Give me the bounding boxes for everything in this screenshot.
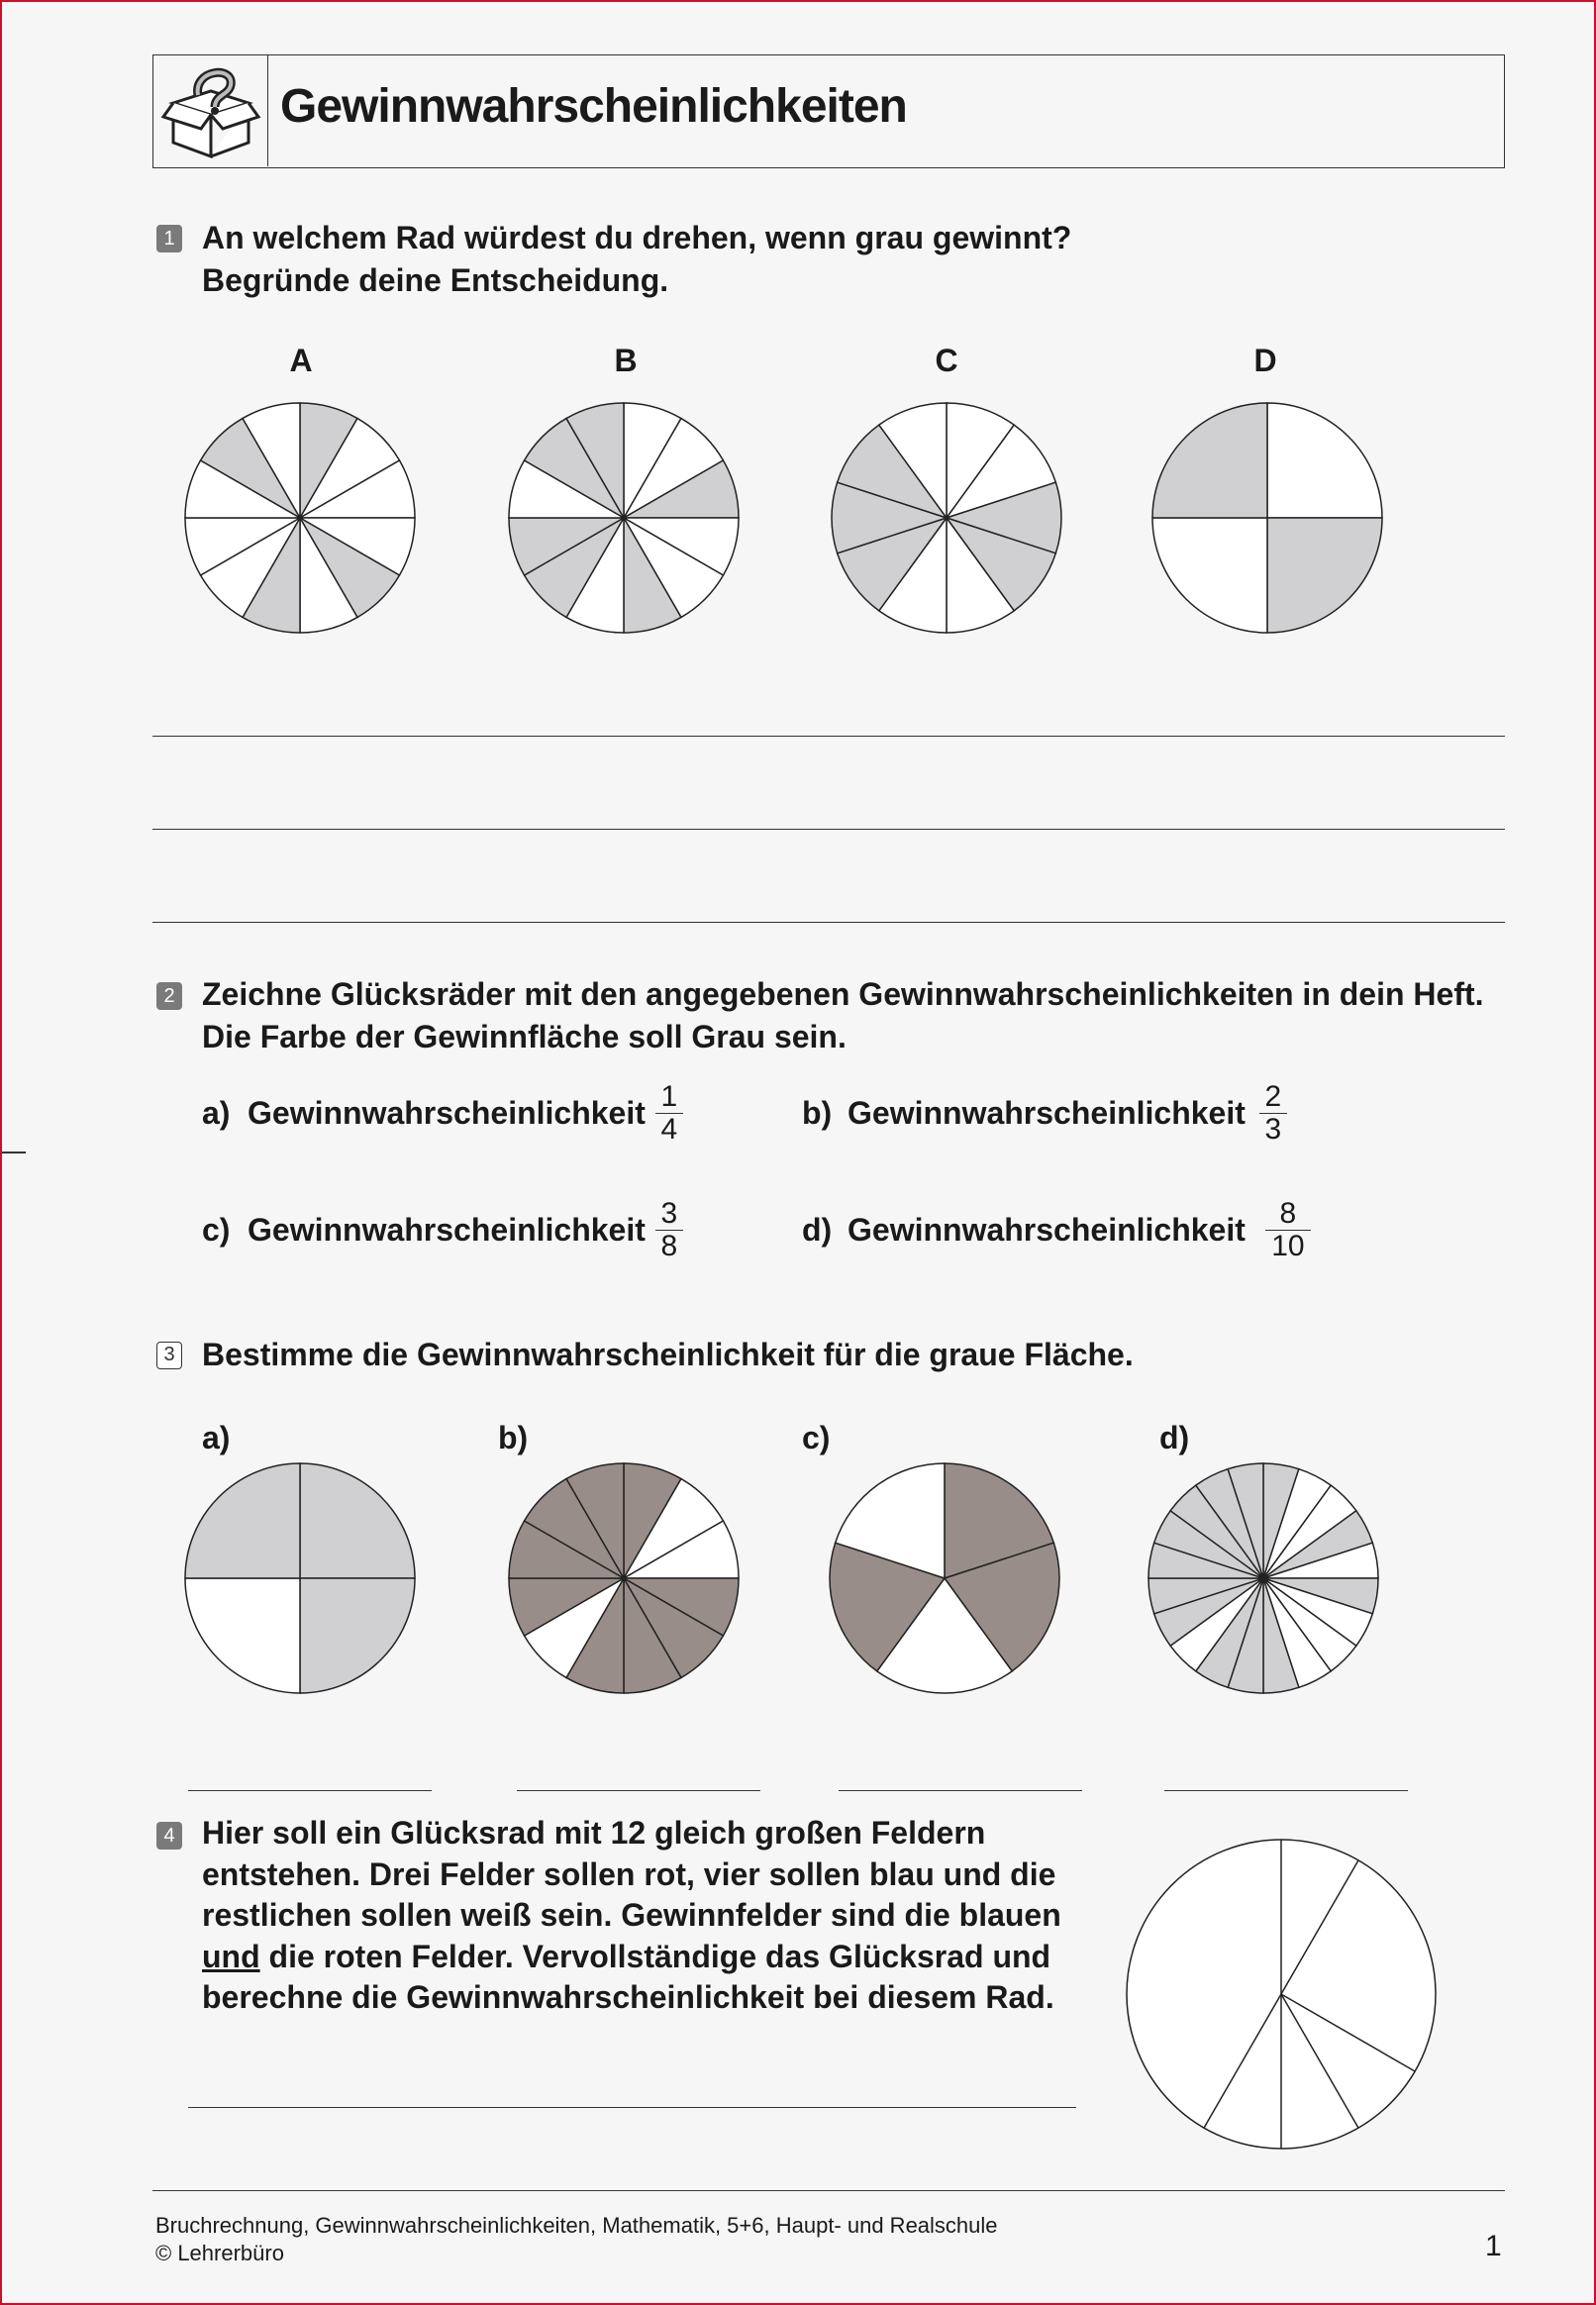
task1-line1: An welchem Rad würdest du drehen, wenn grau gewinnt? [202,220,1072,255]
page-title: Gewinnwahrscheinlichkeiten [280,80,907,133]
numerator: 2 [1264,1080,1282,1113]
task4-instruction [202,1813,1061,2019]
white-sector [1152,518,1267,633]
fraction [655,1198,683,1262]
task-number-1: 1 [156,225,182,252]
task1-question [202,217,1071,302]
footer [155,2212,998,2267]
item-text: Gewinnwahrscheinlichkeit [848,1095,1246,1131]
task-number-4: 4 [156,1822,182,1850]
title-box [152,54,1505,168]
denominator: 10 [1271,1230,1305,1262]
answer-line-b[interactable] [517,1790,760,1791]
item-letter: a) [202,1095,231,1131]
task4-line4-rest: die roten Felder. Vervollständige das Glücksrad und [259,1938,1051,1974]
denominator: 4 [660,1113,678,1146]
probability-item-c [202,1198,683,1262]
spinner-wheel-a [183,401,417,635]
probability-wheel-d [1147,1461,1380,1695]
task2-line2: Die Farbe der Gewinnfläche soll Grau sein. [202,1019,847,1054]
fraction [1265,1198,1311,1262]
answer-line-d[interactable] [1164,1790,1408,1791]
item-text: Gewinnwahrscheinlichkeit [248,1095,646,1131]
wheel-label-d: D [1253,343,1277,378]
task4-line5: berechne die Gewinnwahrscheinlichkeit bei diesem Rad. [202,1979,1054,2015]
wheel-label-a: a) [202,1420,231,1455]
task-number-3: 3 [156,1342,182,1369]
margin-mark [2,1152,26,1153]
wheel-label-c: C [935,343,958,378]
numerator: 1 [660,1080,678,1113]
shaded-sector [1152,403,1267,518]
wheel-label-b: b) [498,1420,529,1455]
probability-wheel-a [183,1461,417,1695]
denominator: 3 [1264,1113,1282,1146]
item-text: Gewinnwahrscheinlichkeit [248,1212,646,1248]
wheel-label-a: A [289,343,313,378]
item-letter: d) [802,1212,833,1248]
item-letter: b) [802,1095,833,1131]
fraction [655,1081,683,1146]
wheel-label-d: d) [1159,1420,1190,1455]
answer-line[interactable] [152,922,1505,923]
task4-line1: Hier soll ein Glücksrad mit 12 gleich großen Feldern [202,1815,986,1851]
underlined-word: und [202,1938,260,1974]
answer-line[interactable] [152,829,1505,830]
probability-item-b [802,1081,1287,1146]
denominator: 8 [660,1230,678,1262]
spinner-wheel-b [507,401,741,635]
footer-copyright: © Lehrerbüro [155,2241,284,2265]
answer-line[interactable] [188,2107,1076,2108]
shaded-sector [185,1463,300,1578]
item-letter: c) [202,1212,231,1248]
fraction [1259,1081,1287,1146]
incomplete-wheel[interactable] [1125,1838,1438,2151]
answer-line-a[interactable] [188,1790,432,1791]
item-text: Gewinnwahrscheinlichkeit [848,1212,1246,1248]
white-sector [185,1578,300,1693]
task3-instruction: Bestimme die Gewinnwahrscheinlichkeit für die graue Fläche. [202,1337,1134,1372]
numerator: 8 [1279,1197,1297,1230]
spinner-wheel-d [1150,401,1384,635]
box-question-icon [153,55,268,166]
task1-line2: Begründe deine Entscheidung. [202,262,669,298]
shaded-sector [300,1578,415,1693]
spinner-wheel-c [830,401,1063,635]
shaded-sector [300,1463,415,1578]
wheel-label-c: c) [802,1420,831,1455]
shaded-sector [1267,518,1382,633]
task2-line1: Zeichne Glücksräder mit den angegebenen Gewinnwahrscheinlichkeiten in dein Heft. [202,976,1484,1012]
probability-wheel-c [828,1461,1061,1695]
answer-line-c[interactable] [839,1790,1082,1791]
probability-wheel-b [507,1461,741,1695]
task2-instruction [202,973,1484,1058]
footer-line1: Bruchrechnung, Gewinnwahrscheinlichkeiten, Mathematik, 5+6, Haupt- und Realschule [155,2213,998,2238]
task-number-2: 2 [156,982,182,1010]
answer-line[interactable] [152,736,1505,737]
probability-item-a [202,1081,683,1146]
probability-item-d [802,1198,1311,1262]
footer-divider [152,2190,1505,2191]
white-sector [1267,403,1382,518]
task4-line3: restlichen sollen weiß sein. Gewinnfelder sind die blauen [202,1897,1061,1933]
task4-line4 [202,1937,1061,1978]
task4-line2: entstehen. Drei Felder sollen rot, vier sollen blau und die [202,1855,1056,1892]
numerator: 3 [660,1197,678,1230]
page-number: 1 [1485,2230,1502,2262]
wheel-label-b: B [614,343,638,378]
